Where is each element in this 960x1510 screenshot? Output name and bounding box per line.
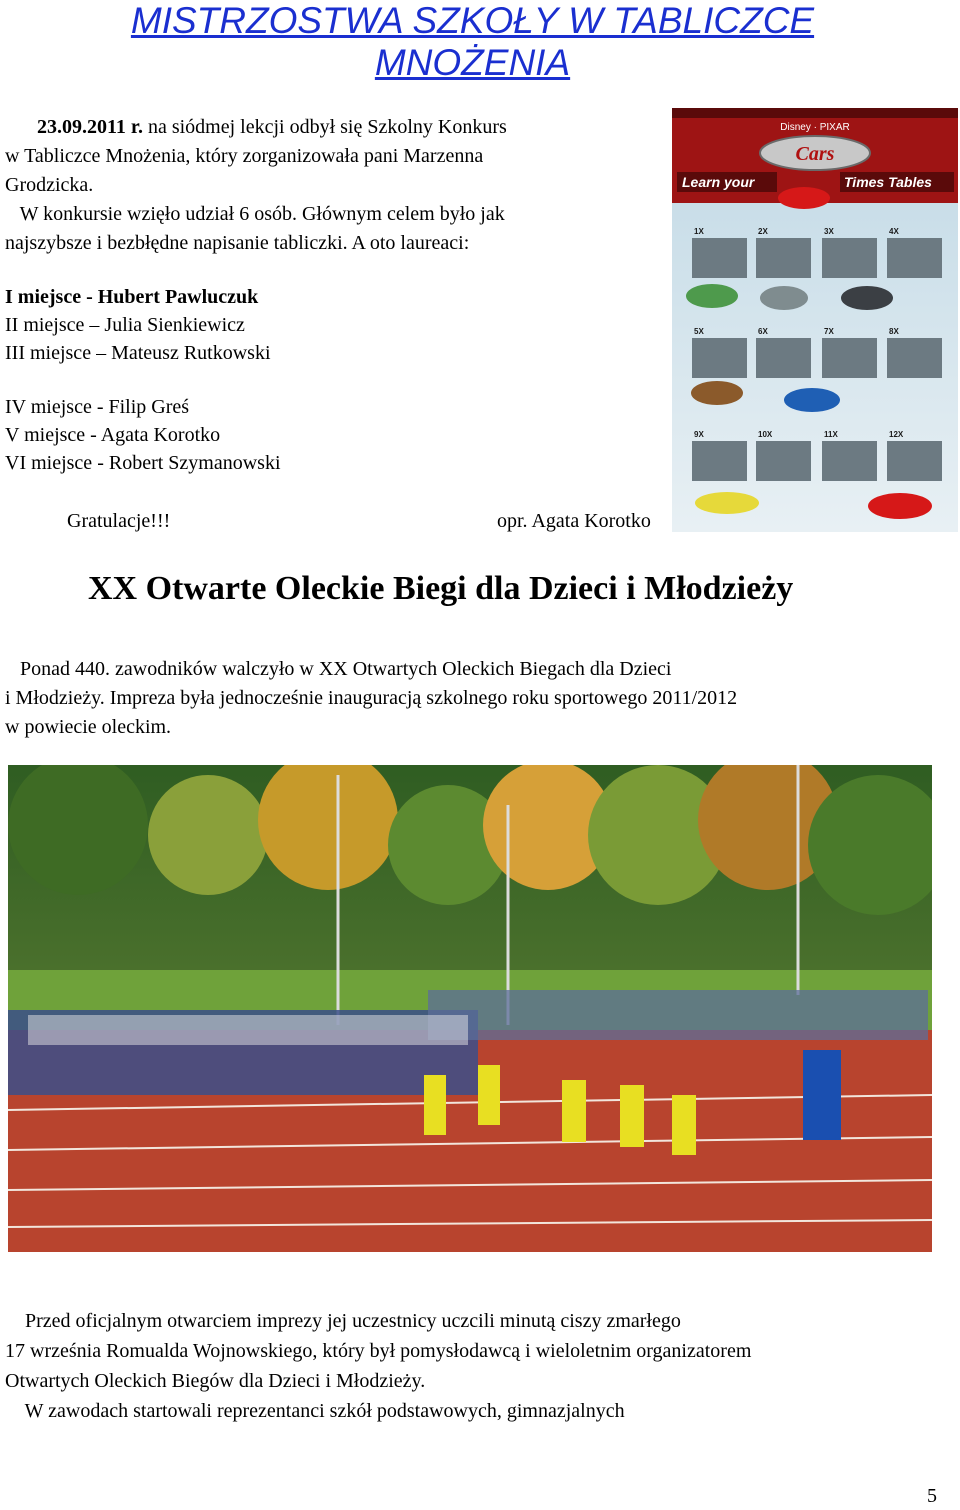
page-title — [0, 0, 945, 84]
race-line-1: Ponad 440. zawodników walczyło w XX Otwartych Oleckich Biegach dla Dzieci — [5, 658, 672, 680]
race-paragraph — [5, 655, 945, 742]
place-3: III miejsce – Mateusz Rutkowski — [5, 342, 271, 364]
poster-label-2x: 2X — [758, 227, 768, 236]
winners-list — [5, 283, 281, 477]
place-5: V miejsce - Agata Korotko — [5, 424, 221, 446]
bottom-line-3: Otwartych Oleckich Biegów dla Dzieci i Młodzieży. — [5, 1370, 426, 1392]
intro-line-5: najszybsze i bezbłędne napisanie tabliczki. A oto laureaci: — [5, 232, 470, 254]
poster-label-8x: 8X — [889, 327, 899, 336]
title-line-2: MNOŻENIA — [374, 42, 571, 83]
poster-label-7x: 7X — [824, 327, 834, 336]
race-heading: XX Otwarte Oleckie Biegi dla Dzieci i Młodzieży — [88, 570, 794, 607]
poster-logo: Cars — [795, 143, 835, 165]
poster-label-4x: 4X — [889, 227, 899, 236]
poster-right-banner: Times Tables — [844, 174, 932, 190]
intro-line-1: na siódmej lekcji odbył się Szkolny Konkurs — [142, 116, 507, 138]
poster-label-12x: 12X — [889, 430, 904, 439]
place-6: VI miejsce - Robert Szymanowski — [5, 452, 281, 474]
contest-date: 23.09.2011 r. — [37, 116, 143, 138]
author-signature: opr. Agata Korotko — [497, 510, 651, 532]
congratulations: Gratulacje!!! — [67, 510, 171, 532]
intro-paragraph — [5, 113, 655, 258]
intro-line-4: W konkursie wzięło udział 6 osób. Głównym celem było jak — [5, 203, 505, 225]
poster-brand: Disney · PIXAR — [780, 122, 850, 133]
poster-label-10x: 10X — [758, 430, 773, 439]
intro-line-2: w Tabliczce Mnożenia, który zorganizowała pani Marzenna — [5, 145, 484, 167]
poster-label-9x: 9X — [694, 430, 704, 439]
page-number: 5 — [927, 1485, 937, 1507]
race-line-2: i Młodzieży. Impreza była jednocześnie inauguracją szkolnego roku sportowego 2011/2012 — [5, 687, 738, 709]
intro-line-3: Grodzicka. — [5, 174, 94, 196]
poster-label-1x: 1X — [694, 227, 704, 236]
poster-label-6x: 6X — [758, 327, 768, 336]
place-2: II miejsce – Julia Sienkiewicz — [5, 314, 245, 336]
bottom-paragraph — [5, 1306, 955, 1426]
title-line-1: MISTRZOSTWA SZKOŁY W TABLICZCE — [130, 0, 815, 41]
poster-left-banner: Learn your — [682, 174, 755, 190]
stadium-parade-photo — [8, 765, 932, 1252]
place-4: IV miejsce - Filip Greś — [5, 396, 190, 418]
bottom-line-4: W zawodach startowali reprezentanci szkół podstawowych, gimnazjalnych — [5, 1400, 625, 1422]
bottom-line-1: Przed oficjalnym otwarciem imprezy jej uczestnicy uczcili minutą ciszy zmarłego — [5, 1310, 681, 1332]
cars-times-tables-poster — [672, 108, 958, 532]
race-line-3: w powiecie oleckim. — [5, 716, 172, 738]
poster-label-11x: 11X — [824, 430, 838, 439]
poster-label-3x: 3X — [824, 227, 834, 236]
bottom-line-2: 17 września Romualda Wojnowskiego, który był pomysłodawcą i wieloletnim organizatorem — [5, 1340, 752, 1362]
place-1: I miejsce - Hubert Pawluczuk — [5, 286, 259, 308]
poster-label-5x: 5X — [694, 327, 704, 336]
